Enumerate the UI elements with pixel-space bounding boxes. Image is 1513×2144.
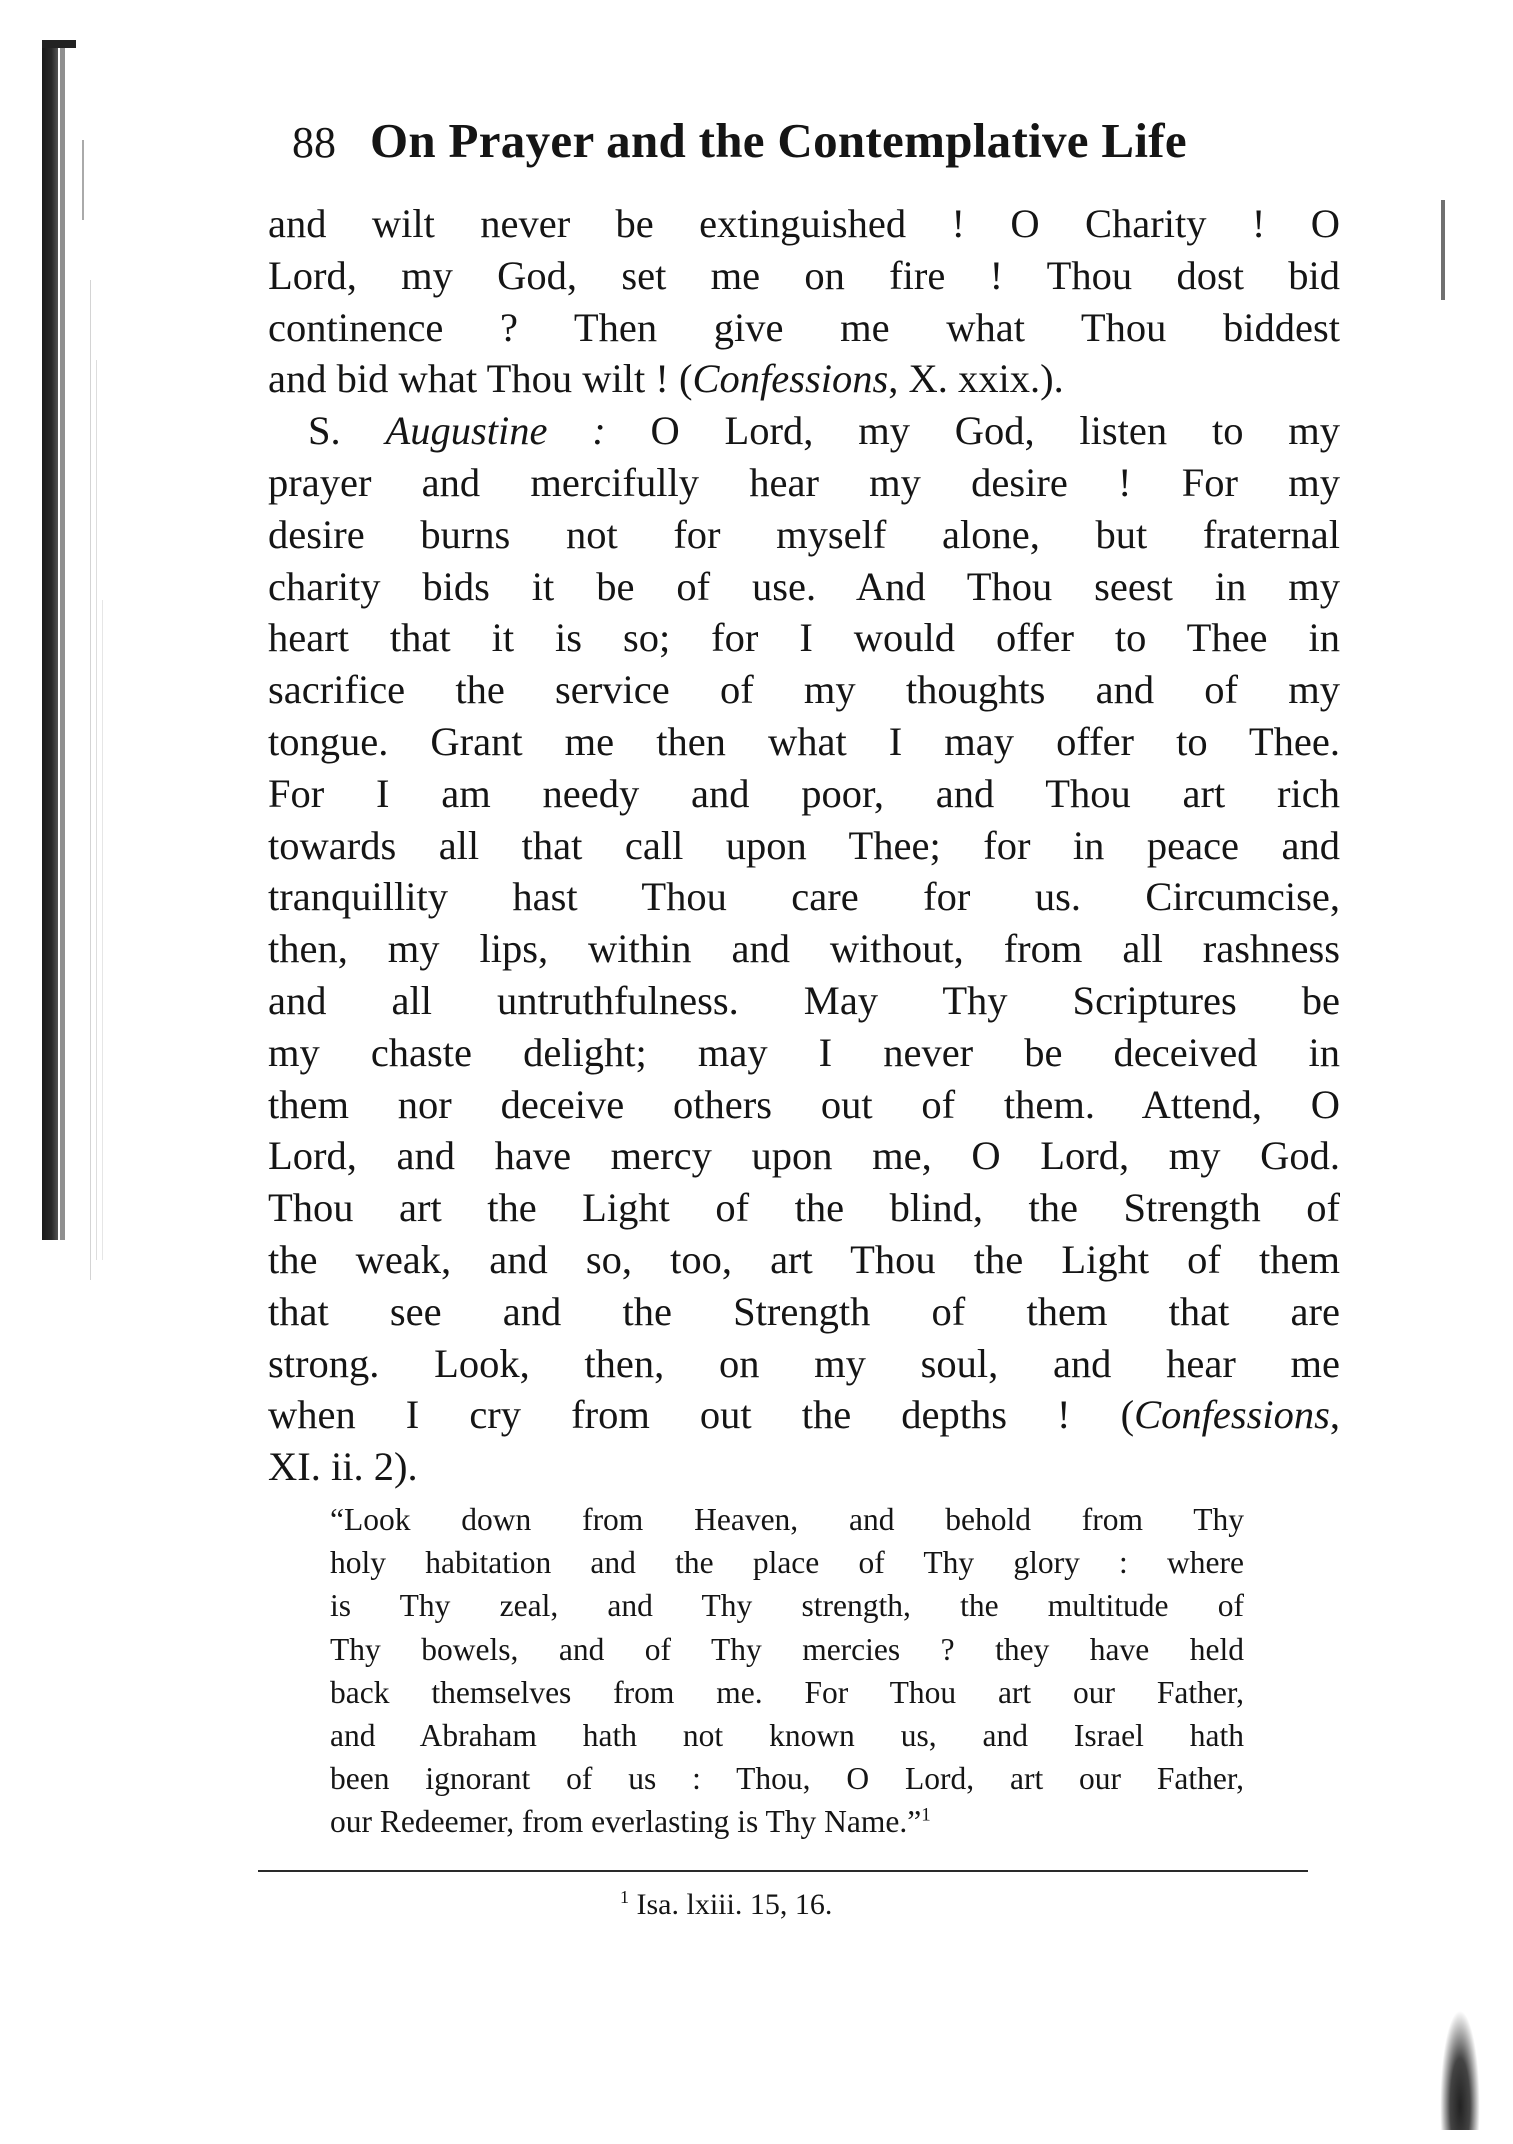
text-line: them nor deceive others out of them. Attend, O xyxy=(268,1081,1340,1127)
footnote-reference[interactable]: 1 xyxy=(921,1804,931,1826)
scan-artifact xyxy=(102,600,103,1260)
scan-artifact xyxy=(1441,200,1445,300)
binding-shadow-inner xyxy=(60,40,65,1240)
footnote xyxy=(620,1888,832,1922)
quote-line: and Abraham hath not known us, and Israel hath xyxy=(330,1717,1244,1753)
footnote-divider xyxy=(258,1870,1308,1872)
text-line: towards all that call upon Thee; for in peace and xyxy=(268,822,1340,868)
text-line: prayer and mercifully hear my desire ! For my xyxy=(268,459,1340,505)
scan-artifact xyxy=(1440,2010,1480,2130)
quote-line: holy habitation and the place of Thy glory : where xyxy=(330,1545,1244,1581)
footnote-text: Isa. lxiii. 15, 16. xyxy=(629,1888,833,1921)
running-head xyxy=(292,112,1312,172)
text-line: Lord, my God, set me on fire ! Thou dost bid xyxy=(268,252,1340,298)
text-line: my chaste delight; may I never be deceived in xyxy=(268,1029,1340,1075)
text-line: strong. Look, then, on my soul, and hear me xyxy=(268,1340,1340,1386)
text-line: For I am needy and poor, and Thou art rich xyxy=(268,770,1340,816)
text-line: that see and the Strength of them that are xyxy=(268,1288,1340,1334)
block-quote xyxy=(330,1498,1244,1844)
text-line: desire burns not for myself alone, but fraternal xyxy=(268,511,1340,557)
text-line: tongue. Grant me then what I may offer to Thee. xyxy=(268,718,1340,764)
quote-line: back themselves from me. For Thou art our Father, xyxy=(330,1674,1244,1710)
text-line: XI. ii. 2). xyxy=(268,1444,418,1490)
scan-artifact xyxy=(96,360,97,1260)
page-number: 88 xyxy=(292,118,336,167)
quote-line: been ignorant of us : Thou, O Lord, art our Father, xyxy=(330,1761,1244,1797)
quote-line: “Look down from Heaven, and behold from Thy xyxy=(330,1502,1244,1537)
footnote-marker: 1 xyxy=(620,1887,629,1907)
binding-shadow xyxy=(42,40,58,1240)
citation-title: Confessions xyxy=(1134,1392,1330,1438)
quote-line: Thy bowels, and of Thy mercies ? they have held xyxy=(330,1631,1244,1667)
text-line: when I cry from out the depths ! (Confessions, xyxy=(268,1392,1340,1438)
binding-corner xyxy=(42,40,76,48)
citation-title: Confessions xyxy=(692,356,889,402)
text-line: sacrifice the service of my thoughts and of my xyxy=(268,667,1340,713)
text-line: continence ? Then give me what Thou biddest xyxy=(268,304,1340,350)
text-line: and bid what Thou wilt ! (Confessions, X. xxix.). xyxy=(268,356,1064,402)
body-text xyxy=(268,198,1340,1493)
text-line: S. Augustine : O Lord, my God, listen to my xyxy=(308,408,1340,454)
quote-line: our Redeemer, from everlasting is Thy Name.”$^1$ xyxy=(330,1804,931,1840)
scan-artifact xyxy=(90,280,91,1280)
speaker-name: Augustine : xyxy=(385,408,606,454)
text-line: then, my lips, within and without, from all rashness xyxy=(268,926,1340,972)
text-line: and wilt never be extinguished ! O Charity ! O xyxy=(268,201,1340,246)
quote-line: is Thy zeal, and Thy strength, the multitude of xyxy=(330,1588,1244,1624)
scan-artifact xyxy=(82,140,84,220)
running-title: On Prayer and the Contemplative Life xyxy=(370,113,1187,168)
text-line: Thou art the Light of the blind, the Strength of xyxy=(268,1185,1340,1231)
text-line: heart that it is so; for I would offer to Thee in xyxy=(268,615,1340,661)
text-line: charity bids it be of use. And Thou seest in my xyxy=(268,563,1340,609)
text-line: and all untruthfulness. May Thy Scriptures be xyxy=(268,977,1340,1023)
text-line: the weak, and so, too, art Thou the Light of them xyxy=(268,1236,1340,1282)
text-line: tranquillity hast Thou care for us. Circumcise, xyxy=(268,874,1340,920)
text-line: Lord, and have mercy upon me, O Lord, my God. xyxy=(268,1133,1340,1179)
